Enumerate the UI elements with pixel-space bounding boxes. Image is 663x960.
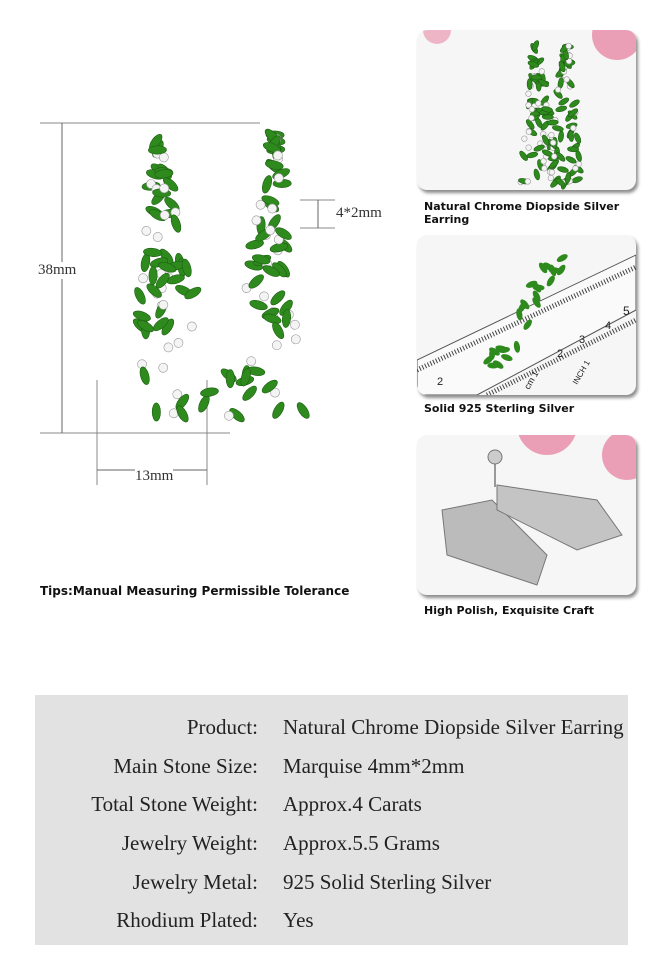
crystal-stone (138, 274, 147, 283)
crystal-stone (566, 43, 572, 49)
green-stone (565, 155, 577, 165)
crystal-stone (268, 204, 277, 213)
ruler-mark: 2 (557, 348, 564, 360)
spec-label: Product: (186, 715, 258, 739)
spec-row-jewelry-weight (35, 831, 628, 861)
width-label: 13mm (135, 468, 174, 484)
dimension-lines (0, 0, 400, 500)
green-stone (571, 176, 583, 184)
green-stone (240, 384, 259, 403)
stone-size-label: 4*2mm (336, 205, 382, 221)
crystal-stone (186, 320, 198, 332)
green-stone (152, 403, 161, 421)
green-stone (533, 168, 541, 180)
green-stone (487, 363, 499, 369)
green-stone (555, 105, 567, 113)
crystal-stone (140, 224, 153, 237)
spec-row-rhodium (35, 908, 628, 938)
green-stone (568, 98, 580, 108)
ruler-mark: 4 (605, 320, 612, 332)
crystal-stone (157, 361, 170, 374)
spec-value: Approx.5.5 Grams (283, 831, 440, 855)
specifications-table (35, 695, 628, 945)
green-stone (567, 146, 578, 152)
green-stone (247, 272, 266, 290)
gallery-caption-2: Solid 925 Sterling Silver (424, 402, 575, 415)
crystal-stone (290, 333, 303, 346)
crystal-stone (525, 90, 532, 97)
ruler-mark: INCH 1 (570, 358, 592, 386)
green-stone (138, 366, 151, 386)
gallery-caption-3: High Polish, Exquisite Craft (424, 604, 594, 617)
spec-value: 925 Solid Sterling Silver (283, 870, 492, 894)
green-stone (573, 132, 582, 144)
spec-row-stone-size (35, 754, 628, 784)
green-stone (526, 151, 538, 159)
tips-text: Tips:Manual Measuring Permissible Tolerance (40, 584, 350, 598)
spec-row-metal (35, 870, 628, 900)
height-label: 38mm (38, 262, 77, 278)
crystal-stone (525, 179, 531, 185)
crystal-stone (172, 337, 184, 349)
ruler-mark: 3 (579, 334, 586, 346)
spec-value: Natural Chrome Diopside Silver Earring (283, 715, 624, 739)
green-stone (148, 146, 166, 155)
spec-label: Total Stone Weight: (91, 792, 258, 816)
ruler-mark: 2 (437, 376, 444, 388)
photo-earring-pair (417, 30, 636, 190)
crystal-stone (274, 173, 283, 182)
crystal-stone (525, 144, 533, 152)
crystal-stone (152, 232, 163, 243)
photo-earring-ruler (417, 235, 636, 395)
green-stone (149, 266, 158, 284)
green-stone (557, 166, 569, 174)
green-stone (531, 75, 542, 81)
spec-row-stone-weight (35, 792, 628, 822)
green-stone (558, 131, 565, 143)
crystal-stone (162, 341, 174, 353)
green-stone (132, 286, 147, 306)
green-stone (260, 174, 273, 194)
green-stone (556, 252, 569, 263)
crystal-stone (272, 341, 281, 350)
green-stone (226, 370, 234, 388)
green-stone (196, 394, 211, 414)
photo-earring-back (417, 435, 636, 595)
spec-label: Jewelry Metal: (132, 870, 258, 894)
spec-label: Main Stone Size: (113, 754, 258, 778)
crystal-stone (258, 291, 270, 303)
spec-value: Yes (283, 908, 314, 932)
ruler-mark: 5 (623, 304, 630, 318)
spec-value: Approx.4 Carats (283, 792, 422, 816)
crystal-stone (159, 300, 168, 309)
crystal-stone (521, 135, 528, 142)
green-stone (200, 387, 219, 398)
spec-row-product (35, 715, 628, 745)
crystal-stone (252, 216, 262, 226)
green-stone (545, 274, 556, 287)
spec-label: Jewelry Weight: (121, 831, 258, 855)
gallery-caption-1: Natural Chrome Diopside Silver Earring (424, 200, 620, 226)
green-stone (295, 401, 312, 421)
spec-value: Marquise 4mm*2mm (283, 754, 465, 778)
spec-label: Rhodium Plated: (116, 908, 258, 932)
green-stone (547, 120, 559, 126)
ruler-mark: cm 1 (522, 369, 541, 391)
green-stone (270, 400, 286, 420)
